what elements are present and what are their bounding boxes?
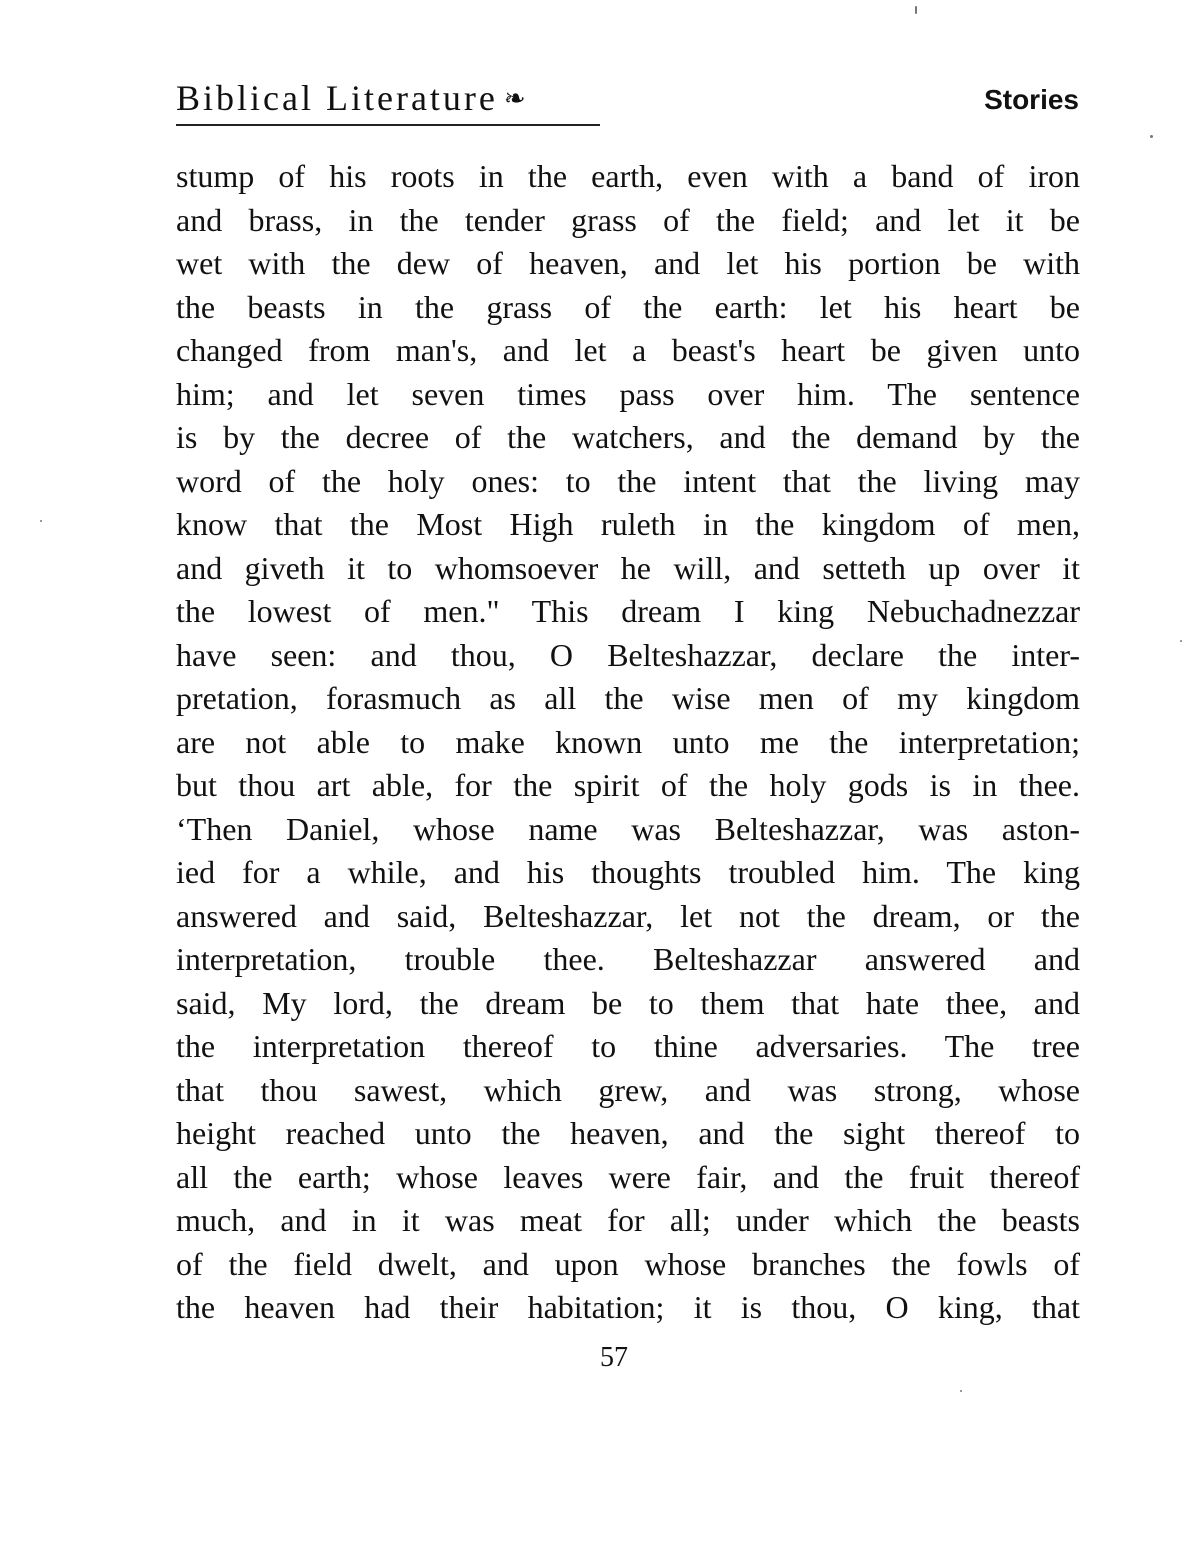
text-line: much, and in it was meat for all; under which the beasts bbox=[176, 1202, 1080, 1238]
scan-speck bbox=[960, 1390, 962, 1392]
text-line: have seen: and thou, O Belteshazzar, declare the inter- bbox=[176, 636, 1080, 673]
text-line: height reached unto the heaven, and the sight thereof to bbox=[176, 1115, 1080, 1151]
book-title-text: Biblical Literature bbox=[176, 78, 498, 118]
text-line: the beasts in the grass of the earth: let his heart be bbox=[176, 288, 1080, 325]
book-title bbox=[176, 78, 526, 119]
text-line: changed from man's, and let a beast's heart be given unto bbox=[176, 332, 1080, 368]
page-number: 57 bbox=[600, 1342, 628, 1373]
text-line: all the earth; whose leaves were fair, and the fruit thereof bbox=[176, 1158, 1080, 1195]
text-line: and brass, in the tender grass of the field; and let it be bbox=[176, 201, 1080, 238]
scan-speck bbox=[1180, 640, 1182, 642]
header-rule bbox=[176, 124, 600, 126]
fleuron-ornament-icon: ❧ bbox=[503, 84, 526, 113]
scan-speck bbox=[915, 6, 917, 14]
text-line: interpretation, trouble thee. Belteshazzar answered and bbox=[176, 941, 1080, 977]
scan-speck bbox=[40, 520, 42, 522]
text-line: stump of his roots in the earth, even with a band of iron bbox=[176, 158, 1080, 194]
text-line: answered and said, Belteshazzar, let not the dream, or the bbox=[176, 897, 1080, 934]
body-text bbox=[176, 155, 1080, 1330]
text-line: know that the Most High ruleth in the kingdom of men, bbox=[176, 506, 1080, 542]
text-line: but thou art able, for the spirit of the holy gods is in thee. bbox=[176, 767, 1080, 803]
section-title: Stories bbox=[984, 84, 1079, 115]
text-line: that thou sawest, which grew, and was strong, whose bbox=[176, 1071, 1080, 1108]
text-line: the heaven had their habitation; it is thou, O king, that bbox=[176, 1289, 1080, 1325]
text-line: wet with the dew of heaven, and let his portion be with bbox=[176, 245, 1080, 281]
text-line: said, My lord, the dream be to them that hate thee, and bbox=[176, 984, 1080, 1021]
text-line: and giveth it to whomsoever he will, and setteth up over it bbox=[176, 549, 1080, 586]
text-line: of the field dwelt, and upon whose branches the fowls of bbox=[176, 1245, 1080, 1282]
text-line: the interpretation thereof to thine adversaries. The tree bbox=[176, 1028, 1080, 1064]
scan-speck bbox=[1150, 135, 1153, 138]
text-line: ied for a while, and his thoughts troubled him. The king bbox=[176, 854, 1080, 890]
text-line: pretation, forasmuch as all the wise men of my kingdom bbox=[176, 680, 1080, 716]
text-line: word of the holy ones: to the intent that the living may bbox=[176, 462, 1080, 499]
text-line: is by the decree of the watchers, and the demand by the bbox=[176, 419, 1080, 455]
text-line: ‘Then Daniel, whose name was Belteshazzar, was aston- bbox=[176, 810, 1080, 847]
text-line: him; and let seven times pass over him. The sentence bbox=[176, 375, 1080, 412]
running-head bbox=[176, 78, 1079, 126]
text-line: the lowest of men." This dream I king Nebuchadnezzar bbox=[176, 593, 1080, 629]
text-line: are not able to make known unto me the interpretation; bbox=[176, 723, 1080, 760]
